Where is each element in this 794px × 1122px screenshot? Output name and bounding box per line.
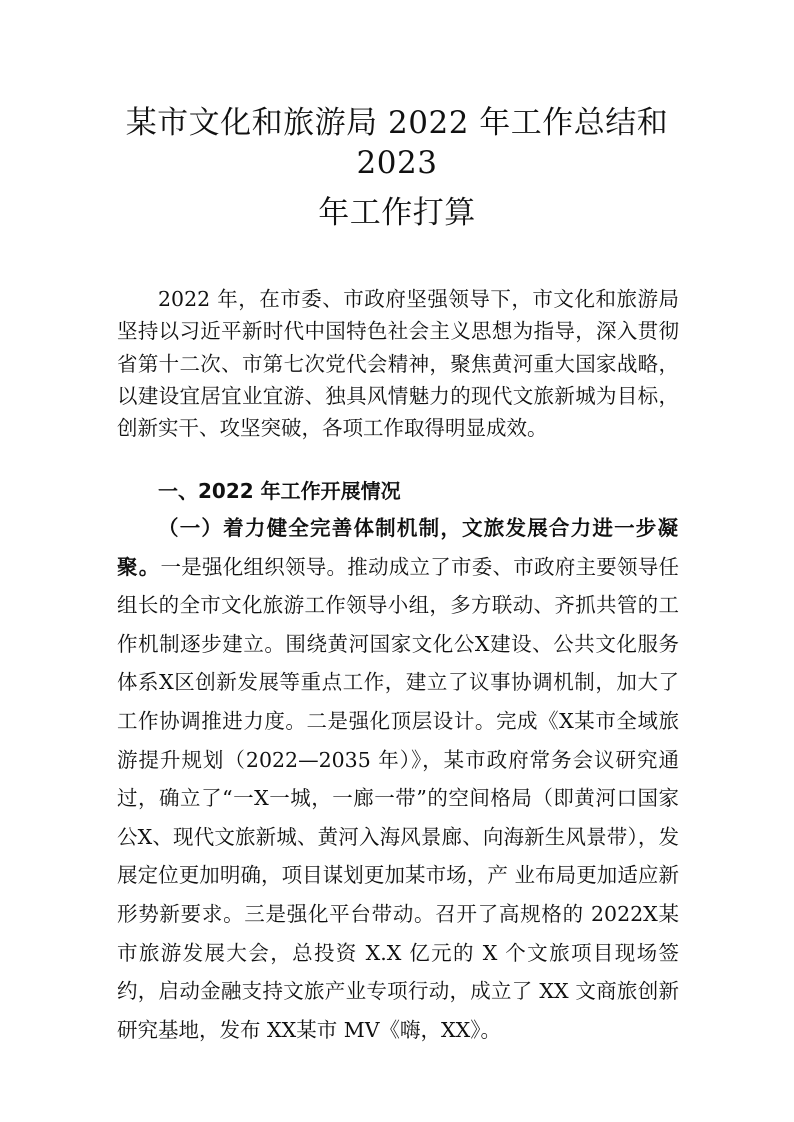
- paragraph-text-part-a: 一是强化组织领导。推动成立了市委、市政府主要领导任组长的全市文化旅游工作领导小组，多方联动、齐抓共管的工作机制逐步建立。围绕黄河国家文化公X建设、公共文化服务体系X区创新发展等重点工作，建立了议事协调机制，加大了工作协调推进力度。二是强化顶层设计。完成《X: [117, 554, 679, 733]
- paragraph-text-part-c: 旅游发展大会，总投资 X.X 亿元的 X 个文旅项目现场签约，启动金融支持文旅产业专项行动，成立了 XX 文商旅创新研究基地，发布 XX: [117, 940, 679, 1042]
- city-name-emphasis-1: 某市: [573, 708, 617, 733]
- paragraph-text-part-d: MV《嗨，XX》。: [337, 1017, 501, 1042]
- section-heading-1: 一、2022 年工作开展情况: [158, 479, 401, 503]
- document-title-line-2: 2023: [356, 145, 438, 181]
- section1-paragraph-1: [117, 509, 679, 1049]
- document-title-line-1: 某市文化和旅游局 2022 年工作总结和: [125, 105, 669, 141]
- paragraph-text-part-b: 全域旅游提升规划（2022—2035 年）》，某市政府常务会议研究通过，确立了“一X一城，一廊一带”的空间格局（即黄河口国家公X、现代文旅新城、黄河入海风景廊、向海新生风景带），发展定位更加明确，项目谋划更加某市场，产 业布局更加适应新形势新要求。三是强化平台带动。召开了高规格的 2022X: [117, 708, 680, 926]
- subsection-lead: （一）着力健全完善体制机制，文旅发展合力进一步凝聚。: [117, 516, 679, 579]
- city-name-emphasis-3: 某市: [296, 1017, 338, 1042]
- city-name-emphasis-2: 某市: [117, 901, 679, 965]
- document-title-line-3: 年工作打算: [318, 195, 476, 231]
- intro-paragraph: 2022 年，在市委、市政府坚强领导下，市文化和旅游局坚持以习近平新时代中国特色社会主义思想为指导，深入贯彻省第十二次、市第七次党代会精神，聚焦黄河重大国家战略，以建设宜居宜业宜游、独具风情魅力的现代文旅新城为目标，创新实干、攻坚突破，各项工作取得明显成效。: [117, 287, 679, 441]
